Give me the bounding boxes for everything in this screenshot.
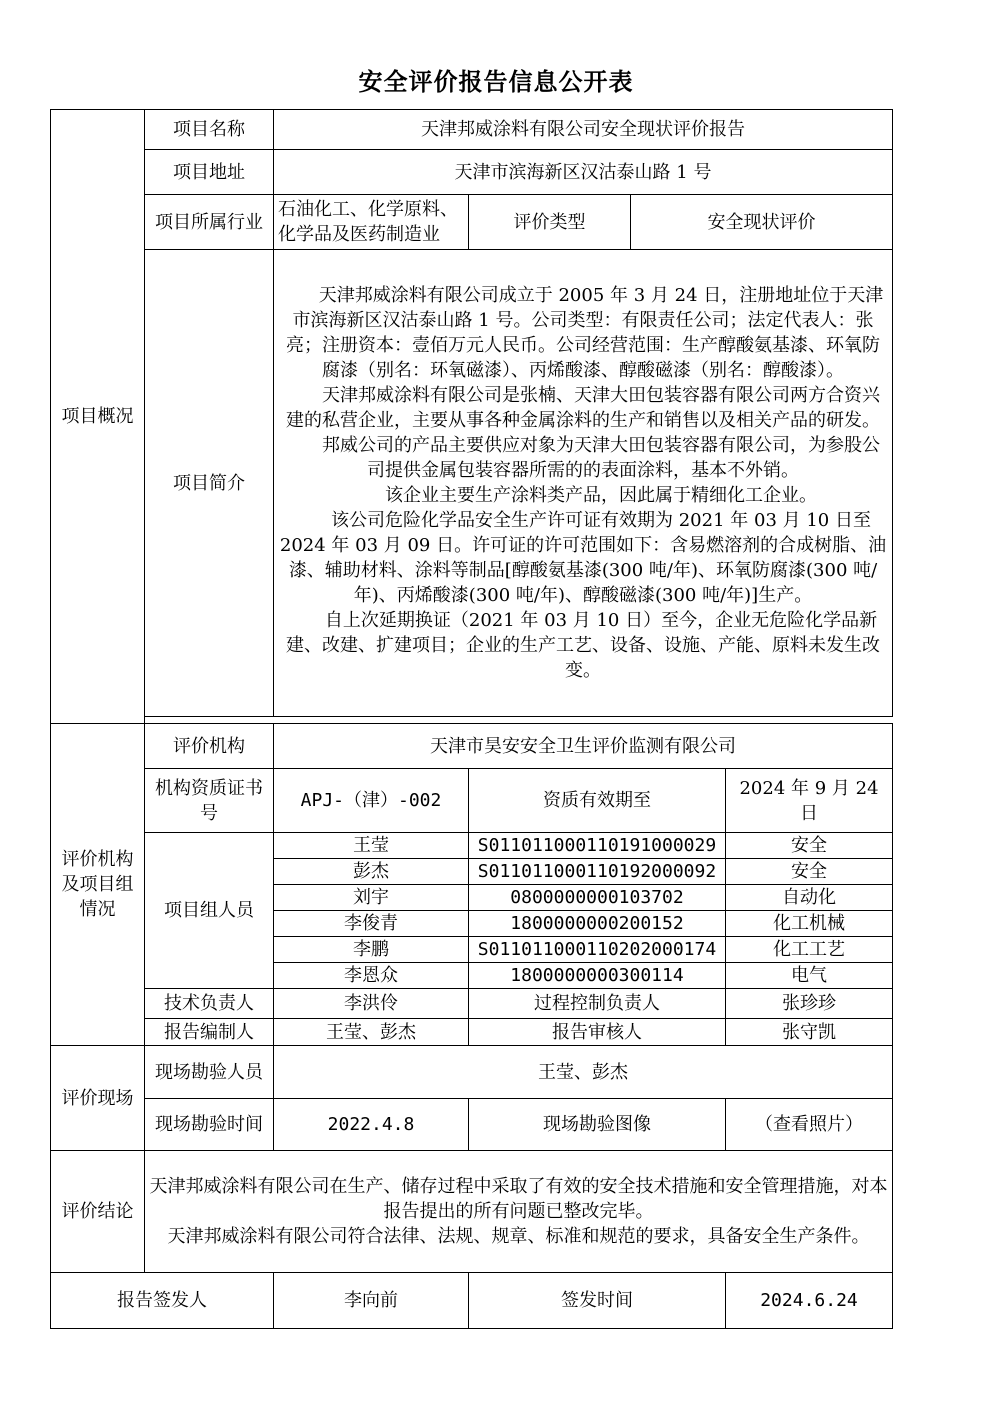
team-member-cert: S011011000110202000174 [469, 937, 726, 963]
intro-paragraph: 邦威公司的产品主要供应对象为天津大田包装容器有限公司，为参股公司提供金属包装容器所需的的表面涂料，基本不外销。 [322, 435, 880, 481]
team-member-specialty: 安全 [726, 859, 893, 885]
conclusion-paragraph: 天津邦威涂料有限公司符合法律、法规、规章、标准和规范的要求，具备安全生产条件。 [167, 1226, 870, 1247]
team-member-name: 李恩众 [274, 963, 469, 989]
process-lead-value: 张珍珍 [726, 989, 893, 1019]
tech-lead-label: 技术负责人 [145, 989, 274, 1019]
project-name-value: 天津邦威涂料有限公司安全现状评价报告 [274, 110, 893, 150]
agency-value: 天津市昊安安全卫生评价监测有限公司 [274, 724, 893, 769]
validity-value: 2024 年 9 月 24 日 [726, 769, 893, 833]
report-reviewer-value: 张守凯 [726, 1019, 893, 1046]
team-member-name: 彭杰 [274, 859, 469, 885]
team-member-specialty: 安全 [726, 833, 893, 859]
intro-paragraph: 天津邦威涂料有限公司是张楠、天津大田包装容器有限公司两方合资兴建的私营企业，主要从事各种金属涂料的生产和销售以及相关产品的研发。 [286, 385, 880, 431]
team-member-name: 刘宇 [274, 885, 469, 911]
page-title: 安全评价报告信息公开表 [358, 68, 634, 96]
site-time-label: 现场勘验时间 [145, 1099, 274, 1151]
site-inspectors-value: 王莹、彭杰 [274, 1046, 893, 1099]
intro-paragraph: 该企业主要生产涂料类产品，因此属于精细化工企业。 [385, 485, 817, 506]
evaluation-type-label: 评价类型 [469, 195, 631, 250]
intro-paragraph: 天津邦威涂料有限公司成立于 2005 年 3 月 24 日，注册地址位于天津市滨海新区汉沽泰山路 1 号。公司类型：有限责任公司；法定代表人：张亮；注册资本：壹佰万元人民币。公司经营范围：生产醇酸氨基漆、环氧防腐漆（别名：环氧磁漆）、丙烯酸漆、醇酸磁漆（别名：醇酸漆）。 [286, 285, 884, 381]
process-lead-label: 过程控制负责人 [469, 989, 726, 1019]
site-inspectors-label: 现场勘验人员 [145, 1046, 274, 1099]
conclusion-label: 评价结论 [51, 1151, 145, 1273]
team-member-name: 李鹏 [274, 937, 469, 963]
team-member-specialty: 化工工艺 [726, 937, 893, 963]
view-photos-link[interactable]: （查看照片） [726, 1099, 893, 1151]
cert-number-label: 机构资质证书号 [145, 769, 274, 833]
team-member-cert: S011011000110191000029 [469, 833, 726, 859]
section-project-overview: 项目概况 [51, 110, 145, 724]
validity-label: 资质有效期至 [469, 769, 726, 833]
team-member-specialty: 化工机械 [726, 911, 893, 937]
project-industry-value: 石油化工、化学原料、化学品及医药制造业 [274, 195, 469, 250]
team-label: 项目组人员 [145, 833, 274, 989]
report-author-value: 王莹、彭杰 [274, 1019, 469, 1046]
project-industry-label: 项目所属行业 [145, 195, 274, 250]
team-member-name: 王莹 [274, 833, 469, 859]
agency-label: 评价机构 [145, 724, 274, 769]
site-time-value: 2022.4.8 [274, 1099, 469, 1151]
team-member-cert: 1800000000200152 [469, 911, 726, 937]
conclusion-text [145, 1151, 893, 1273]
report-reviewer-label: 报告审核人 [469, 1019, 726, 1046]
info-table [50, 109, 893, 1329]
team-member-specialty: 自动化 [726, 885, 893, 911]
issuer-value: 李向前 [274, 1273, 469, 1329]
intro-paragraph: 自上次延期换证（2021 年 03 月 10 日）至今，企业无危险化学品新建、改建、扩建项目；企业的生产工艺、设备、设施、产能、原料未发生改变。 [286, 610, 880, 681]
issuer-label: 报告签发人 [51, 1273, 274, 1329]
project-intro-text [274, 250, 893, 717]
team-member-cert: 0800000000103702 [469, 885, 726, 911]
team-member-specialty: 电气 [726, 963, 893, 989]
evaluation-type-value: 安全现状评价 [631, 195, 893, 250]
intro-paragraph: 该公司危险化学品安全生产许可证有效期为 2021 年 03 月 10 日至 2024 年 03 月 09 日。许可证的许可范围如下：含易燃溶剂的合成树脂、油漆、辅助材料、涂料等制品[醇酸氨基漆(300 吨/年)、环氧防腐漆(300 吨/年)、丙烯酸漆(300 吨/年)、醇酸磁漆(300 吨/年)]生产。 [279, 510, 887, 606]
issue-date-label: 签发时间 [469, 1273, 726, 1329]
team-member-cert: 1800000000300114 [469, 963, 726, 989]
section-agency-team: 评价机构及项目组情况 [51, 724, 145, 1046]
report-author-label: 报告编制人 [145, 1019, 274, 1046]
project-address-label: 项目地址 [145, 150, 274, 195]
team-member-cert: S011011000110192000092 [469, 859, 726, 885]
cert-number-value: APJ-（津）-002 [274, 769, 469, 833]
site-image-label: 现场勘验图像 [469, 1099, 726, 1151]
project-intro-label: 项目简介 [145, 250, 274, 717]
conclusion-paragraph: 天津邦威涂料有限公司在生产、储存过程中采取了有效的安全技术措施和安全管理措施，对本报告提出的所有问题已整改完毕。 [149, 1176, 888, 1222]
project-name-label: 项目名称 [145, 110, 274, 150]
tech-lead-value: 李洪伶 [274, 989, 469, 1019]
issue-date-value: 2024.6.24 [726, 1273, 893, 1329]
project-address-value: 天津市滨海新区汉沽泰山路 1 号 [274, 150, 893, 195]
team-member-name: 李俊青 [274, 911, 469, 937]
section-site: 评价现场 [51, 1046, 145, 1151]
